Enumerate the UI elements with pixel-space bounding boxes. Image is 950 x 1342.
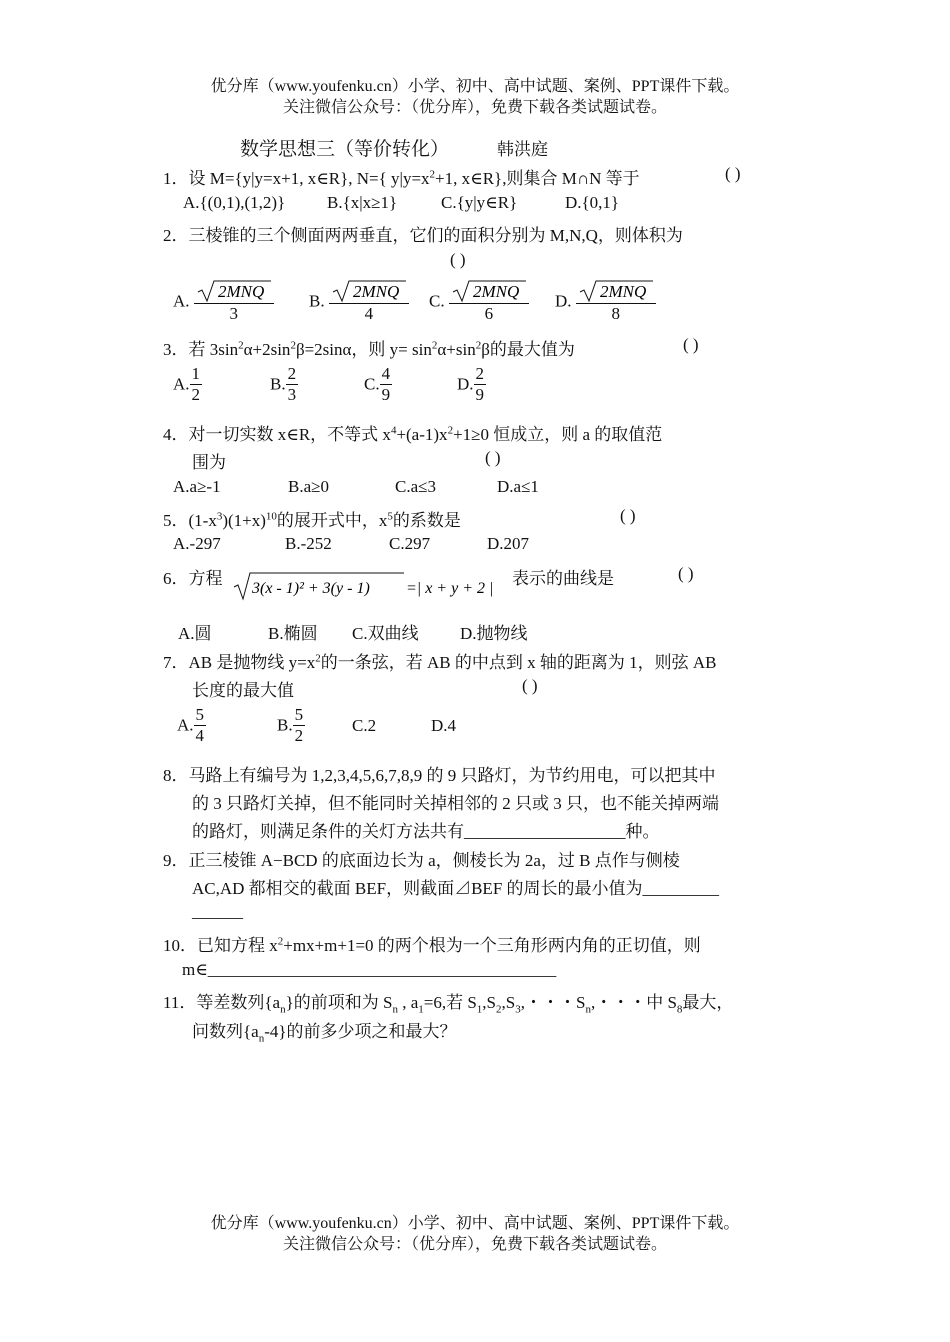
question-9-line-3: ______ bbox=[192, 902, 243, 921]
question-6-stem-b: 表示的曲线是 bbox=[512, 569, 614, 588]
q7-option-c: C.2 bbox=[352, 716, 377, 735]
page-title: 数学思想三（等价转化） bbox=[240, 139, 450, 160]
q5-option-b: B.-252 bbox=[285, 534, 332, 553]
question-8-line-3: 的路灯，则满足条件的关灯方法共有___________________种。 bbox=[192, 822, 660, 841]
footer-line-2: 关注微信公众号：（优分库），免费下载各类试题试卷。 bbox=[282, 1236, 667, 1253]
q4-option-b: B.a≥0 bbox=[288, 477, 329, 496]
q6-equation bbox=[232, 565, 510, 608]
question-5-blank: ( ) bbox=[620, 506, 636, 525]
question-4-blank: ( ) bbox=[485, 448, 501, 467]
question-4-stem: 4．对一切实数 x∈R，不等式 $x^4+(a-1)x^2+1\ge 0$ 恒成立，则 a 的取值范 bbox=[163, 424, 663, 444]
header-line-2: 关注微信公众号：（优分库），免费下载各类试题试卷。 bbox=[282, 99, 667, 116]
q6-equation-rhs: =| x + y + 2 | bbox=[406, 580, 494, 597]
question-1-stem: 1．设 M={y|y=x+1, x∈R}, N={ $y|y=x^2+1$, x∈R},则集合 M∩N 等于 bbox=[163, 168, 640, 188]
q7-option-b: B. $\frac{5}{2}$ bbox=[277, 705, 304, 745]
question-7-stem-line-2: 长度的最大值 bbox=[192, 681, 294, 700]
question-3-stem: 3．若 $3\sin^2\alpha+2\sin^2\beta=2\sin\alpha$，则 $y= \sin^2\alpha+\sin^2\beta$的最大值为 bbox=[163, 339, 575, 359]
q3-option-b: B. $\frac{2}{3}$ bbox=[270, 364, 297, 404]
question-8-line-1: 8．马路上有编号为 1,2,3,4,5,6,7,8,9 的 9 只路灯，为节约用电，可以把其中 bbox=[163, 766, 716, 785]
q7-option-a: A. $\frac{5}{4}$ bbox=[177, 705, 205, 745]
q5-option-c: C.297 bbox=[389, 534, 431, 553]
q4-option-a: A.a≥-1 bbox=[173, 477, 221, 496]
question-11-line-1: 11．等差数列$\{a_n\}$的前项和为 $S_n$ , $a_1=6$,若 $S_1,S_2,S_3$,・・・$S_n$,・・・中 $S_8$最大， bbox=[163, 993, 734, 1016]
q3-option-a: A. $\frac{1}{2}$ bbox=[173, 364, 201, 404]
author-name: 韩洪庭 bbox=[497, 140, 548, 159]
q4-option-c: C.a≤3 bbox=[395, 477, 436, 496]
question-5-stem: 5．$(1-x^3)(1+x)^{10}$的展开式中，$x^5$的系数是 bbox=[163, 510, 461, 530]
question-6-blank: ( ) bbox=[678, 564, 694, 583]
footer-line-1: 优分库（www.youfenku.cn）小学、初中、高中试题、案例、PPT课件下载。 bbox=[210, 1215, 740, 1232]
q6-option-b: B.椭圆 bbox=[268, 624, 318, 643]
q6-option-c: C.双曲线 bbox=[352, 624, 419, 643]
q5-option-a: A.-297 bbox=[173, 534, 221, 553]
q2-option-c: C. $\frac{\text{2MNQ}}{6}$ bbox=[429, 279, 529, 324]
question-4-stem-line-2: 围为 bbox=[192, 453, 226, 472]
q2-option-a: A. $\frac{\text{2MNQ}}{3}$ bbox=[173, 279, 274, 324]
question-11-line-2: 问数列$\{a_n-4\}$的前多少项之和最大？ bbox=[192, 1022, 457, 1045]
question-1-blank: ( ) bbox=[725, 164, 741, 183]
q2-radicand-b: 2MNQ bbox=[352, 282, 400, 301]
q4-option-d: D.a≤1 bbox=[497, 477, 539, 496]
q1-option-d: D.{0,1} bbox=[565, 193, 620, 212]
question-6-stem-a: 6．方程 bbox=[163, 569, 223, 588]
q3-option-c: C. $\frac{4}{9}$ bbox=[364, 364, 391, 404]
q1-option-b: B.{x|x≥1} bbox=[327, 193, 398, 212]
q2-radicand-a: 2MNQ bbox=[217, 282, 265, 301]
q2-radicand-d: 2MNQ bbox=[599, 282, 647, 301]
q1-option-a: A.{(0,1),(1,2)} bbox=[183, 193, 286, 212]
header-line-1: 优分库（www.youfenku.cn）小学、初中、高中试题、案例、PPT课件下载。 bbox=[210, 78, 740, 95]
question-7-stem: 7．AB 是抛物线 $y=x^2$的一条弦，若 AB 的中点到 x 轴的距离为 1，则弦 AB bbox=[163, 652, 717, 672]
q5-option-d: D.207 bbox=[487, 534, 530, 553]
question-10-line-2: m∈_________________________________________ bbox=[182, 960, 557, 979]
question-8-line-2: 的 3 只路灯关掉，但不能同时关掉相邻的 2 只或 3 只，也不能关掉两端 bbox=[192, 794, 719, 813]
q7-option-d: D.4 bbox=[431, 716, 457, 735]
question-3-blank: ( ) bbox=[683, 335, 699, 354]
q6-option-d: D.抛物线 bbox=[460, 624, 528, 643]
question-2-blank: ( ) bbox=[450, 250, 466, 269]
q6-radicand: 3(x - 1)² + 3(y - 1) bbox=[252, 580, 370, 597]
question-7-blank: ( ) bbox=[522, 676, 538, 695]
q6-option-a: A.圆 bbox=[178, 624, 212, 643]
q2-option-b: B. $\frac{\text{2MNQ}}{4}$ bbox=[309, 279, 409, 324]
question-9-line-1: 9．正三棱锥 A−BCD 的底面边长为 a，侧棱长为 2a，过 B 点作与侧棱 bbox=[163, 851, 680, 870]
q1-option-c: C.{y|y∈R} bbox=[441, 193, 518, 212]
question-2-stem: 2．三棱锥的三个侧面两两垂直，它们的面积分别为 M,N,Q，则体积为 bbox=[163, 226, 683, 245]
q2-option-d: D. $\frac{\text{2MNQ}}{8}$ bbox=[555, 279, 656, 324]
question-10-line-1: 10．已知方程 $x^2+mx+m+1=0$ 的两个根为一个三角形两内角的正切值，则 bbox=[163, 935, 701, 955]
question-9-line-2: AC,AD 都相交的截面 BEF，则截面⊿BEF 的周长的最小值为_________ bbox=[192, 879, 720, 898]
q3-option-d: D. $\frac{2}{9}$ bbox=[457, 364, 485, 404]
q2-radicand-c: 2MNQ bbox=[472, 282, 520, 301]
